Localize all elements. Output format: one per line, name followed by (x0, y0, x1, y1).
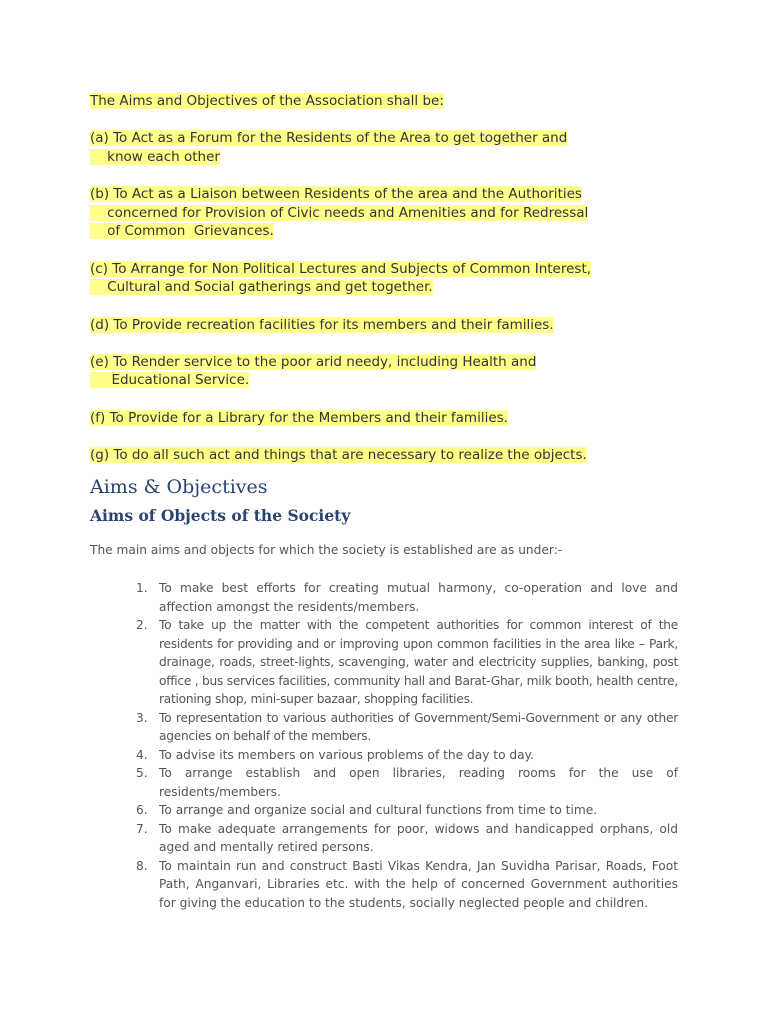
list-item (120, 764, 678, 801)
highlighted-text: The Aims and Objectives of the Association shall be: (90, 93, 444, 109)
list-item-number: 6. (136, 803, 148, 817)
blank-line (90, 390, 650, 409)
highlighted-line (90, 353, 650, 372)
highlighted-line (90, 278, 650, 297)
list-item-text: To advise its members on various problems of the day to day. (159, 747, 534, 762)
list-item-number: 3. (136, 710, 148, 725)
list-item (120, 746, 678, 765)
list-item (120, 801, 678, 820)
list-item-text: To maintain run and construct Basti Vikas Kendra, Jan Suvidha Parisar, Roads, Foot Path, Anganvari, Libraries etc. with the help of concerned Government authorities for giving the education to the students, socially neglected people and children. (159, 858, 678, 910)
highlighted-text: (g) To do all such act and things that are necessary to realize the objects. (90, 446, 587, 463)
intro-paragraph: The main aims and objects for which the society is established are as under:- (90, 543, 563, 557)
blank-line (90, 167, 650, 186)
list-item-text: To take up the matter with the competent authorities for common interest of the residents for providing and or improving upon common facilities in the area like – Park, drainage, roads, street-lights, scavenging, water and electricity supplies, banking, post office , bus services facilities, community hall and Barat-Ghar, milk booth, health centre, rationing shop, mini-super bazaar, shopping facilities. (159, 618, 678, 706)
highlighted-line (90, 409, 650, 428)
highlighted-text: (f) To Provide for a Library for the Members and their families. (90, 409, 508, 426)
list-item (120, 820, 678, 857)
list-item-number: 1. (136, 581, 148, 595)
highlighted-line (90, 92, 650, 111)
list-item-text: To make best efforts for creating mutual harmony, co-operation and love and affection amongst the residents/members. (159, 581, 678, 614)
blank-line (90, 297, 650, 316)
list-item-number: 7. (136, 821, 148, 836)
blank-line (90, 111, 650, 130)
list-item-text: To arrange establish and open libraries, reading rooms for the use of residents/members. (159, 766, 678, 799)
highlighted-text: (a) To Act as a Forum for the Residents of the Area to get together and (90, 130, 568, 147)
highlighted-text: concerned for Provision of Civic needs and Amenities and for Redressal (90, 204, 589, 221)
blank-line (90, 334, 650, 353)
list-item-text: To make adequate arrangements for poor, widows and handicapped orphans, old aged and mentally retired persons. (159, 821, 678, 854)
highlighted-line (90, 371, 650, 390)
highlighted-text: (c) To Arrange for Non Political Lectures and Subjects of Common Interest, (90, 260, 592, 277)
highlighted-line (90, 222, 650, 241)
highlighted-line (90, 148, 650, 167)
highlighted-text: Educational Service. (90, 372, 250, 389)
highlighted-line (90, 129, 650, 148)
list-item (120, 616, 678, 709)
highlighted-aims-block (90, 92, 650, 464)
highlighted-line (90, 446, 650, 465)
list-item-number: 4. (136, 747, 148, 762)
highlighted-text: know each other (90, 148, 220, 165)
list-item (120, 857, 678, 913)
list-item (120, 579, 678, 616)
list-item-number: 8. (136, 858, 148, 873)
list-item-number: 5. (136, 766, 148, 780)
highlighted-text: of Common Grievances. (90, 223, 274, 240)
blank-line (90, 241, 650, 260)
highlighted-text: Cultural and Social gatherings and get together. (90, 279, 433, 296)
blank-line (90, 427, 650, 446)
heading-aims-objectives: Aims & Objectives (90, 476, 268, 498)
highlighted-line (90, 316, 650, 335)
highlighted-line (90, 260, 650, 279)
highlighted-text: (e) To Render service to the poor arid needy, including Health and (90, 353, 537, 370)
highlighted-text: (b) To Act as a Liaison between Residents of the area and the Authorities (90, 186, 582, 203)
heading-aims-of-objects: Aims of Objects of the Society (90, 506, 351, 525)
highlighted-text: (d) To Provide recreation facilities for its members and their families. (90, 316, 554, 333)
objects-list (120, 579, 678, 912)
list-item-number: 2. (136, 618, 148, 632)
list-item (120, 709, 678, 746)
list-item-text: To representation to various authorities of Government/Semi-Government or any other agencies on behalf of the members. (159, 710, 678, 743)
highlighted-line (90, 185, 650, 204)
highlighted-line (90, 204, 650, 223)
list-item-text: To arrange and organize social and cultural functions from time to time. (159, 803, 598, 817)
